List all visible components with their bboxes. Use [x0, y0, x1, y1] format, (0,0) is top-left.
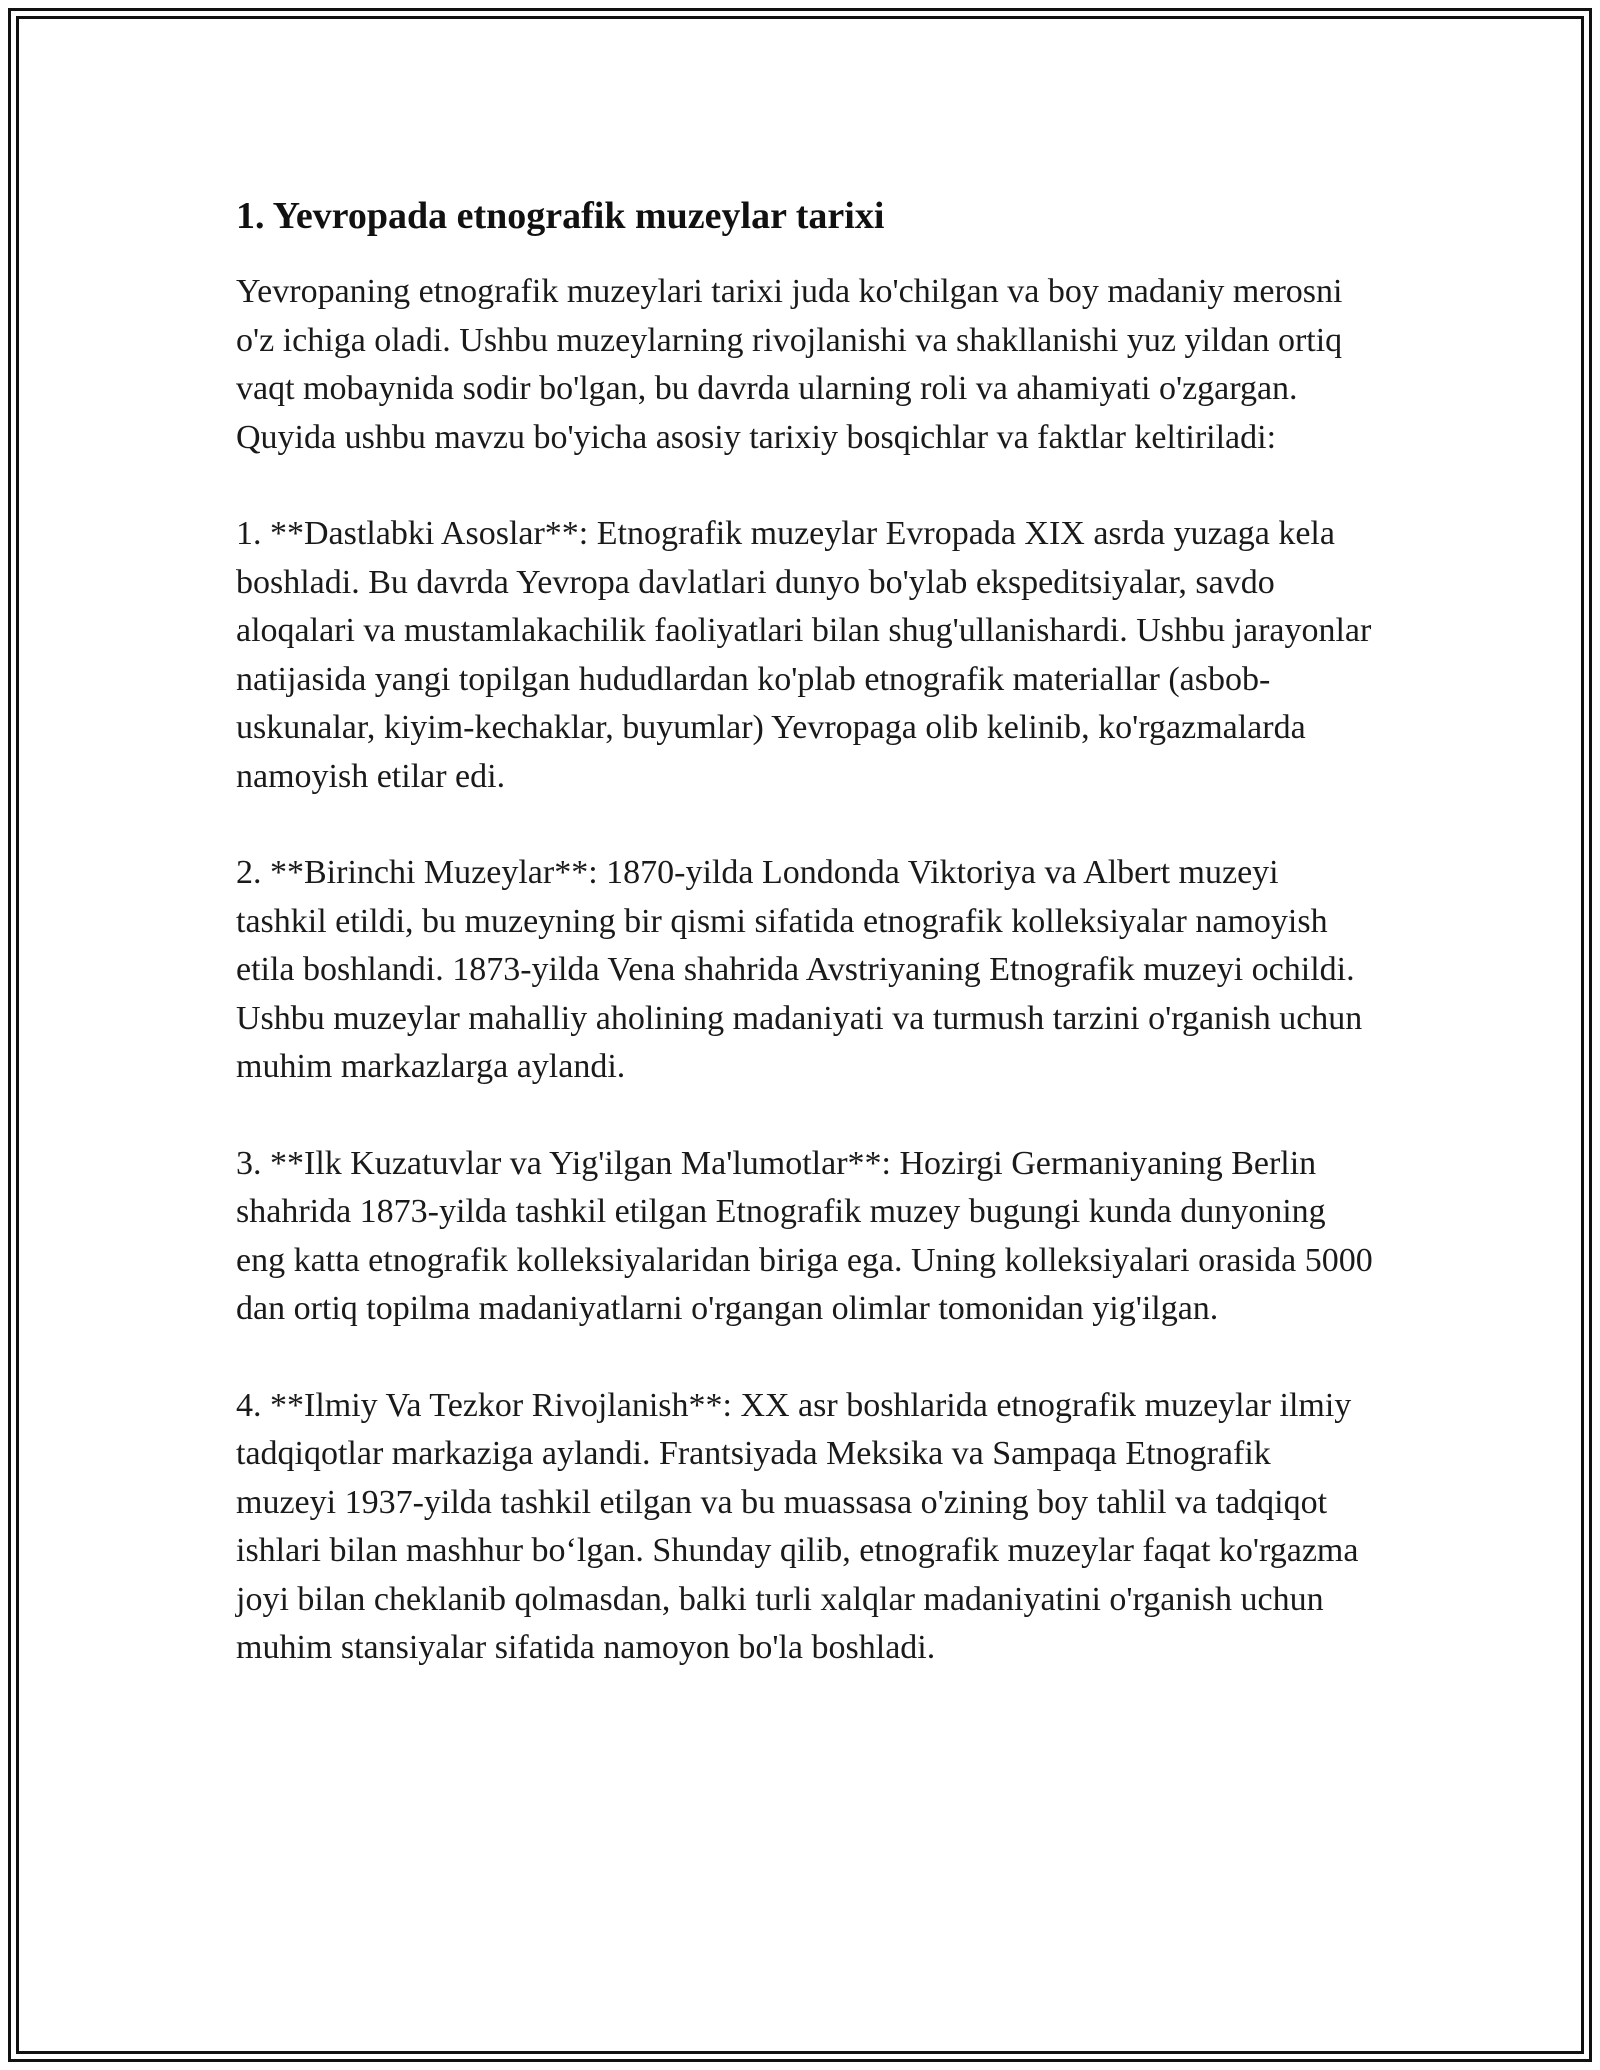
list-item-ilk-kuzatuvlar: 3. **Ilk Kuzatuvlar va Yig'ilgan Ma'lumotlar**: Hozirgi Germaniyaning Berlin shahrida 1873-yilda tashkil etilgan Etnografik muzey bugungi kunda dunyoning eng katta etnografik kolleksiyalaridan biriga ega. Uning kolleksiyalari orasida 5000 dan ortiq topilma madaniyatlarni o'rgangan olimlar tomonidan yig'ilgan.	[236, 1144, 1373, 1327]
intro-paragraph: Yevropaning etnografik muzeylari tarixi juda ko'chilgan va boy madaniy merosni o'z ichiga oladi. Ushbu muzeylarning rivojlanishi va shakllanishi yuz yildan ortiq vaqt mobaynida sodir bo'lgan, bu davrda ularning roli va ahamiyati o'zgargan. Quyida ushbu mavzu bo'yicha asosiy tarixiy bosqichlar va faktlar keltiriladi:	[236, 273, 1343, 456]
document-body	[236, 190, 1376, 1721]
list-item-dastlabki-asoslar: 1. **Dastlabki Asoslar**: Etnografik muzeylar Evropada XIX asrda yuzaga kela boshladi. Bu davrda Yevropa davlatlari dunyo bo'ylab ekspeditsiyalar, savdo aloqalari va mustamlakachilik faoliyatlari bilan shug'ullanishardi. Ushbu jarayonlar natijasida yangi topilgan hududlardan ko'plab etnografik materiallar (asbob-uskunalar, kiyim-kechaklar, buyumlar) Yevropaga olib kelinib, ko'rgazmalarda namoyish etilar edi.	[236, 515, 1372, 795]
list-item-ilmiy-rivojlanish: 4. **Ilmiy Va Tezkor Rivojlanish**: XX asr boshlarida etnografik muzeylar ilmiy tadqiqotlar markaziga aylandi. Frantsiyada Meksika va Sampaqa Etnografik muzeyi 1937-yilda tashkil etilgan va bu muassasa o'zining boy tahlil va tadqiqot ishlari bilan mashhur bo‘lgan. Shunday qilib, etnografik muzeylar faqat ko'rgazma joyi bilan cheklanib qolmasdan, balki turli xalqlar madaniyatini o'rganish uchun muhim stansiyalar sifatida namoyon bo'la boshladi.	[236, 1386, 1359, 1666]
list-item-birinchi-muzeylar: 2. **Birinchi Muzeylar**: 1870-yilda Londonda Viktoriya va Albert muzeyi tashkil etildi, bu muzeyning bir qismi sifatida etnografik kolleksiyalar namoyish etila boshlandi. 1873-yilda Vena shahrida Avstriyaning Etnografik muzeyi ochildi. Ushbu muzeylar mahalliy aholining madaniyati va turmush tarzini o'rganish uchun muhim markazlarga aylandi.	[236, 854, 1363, 1085]
section-heading: 1. Yevropada etnografik muzeylar tarixi	[236, 195, 885, 237]
